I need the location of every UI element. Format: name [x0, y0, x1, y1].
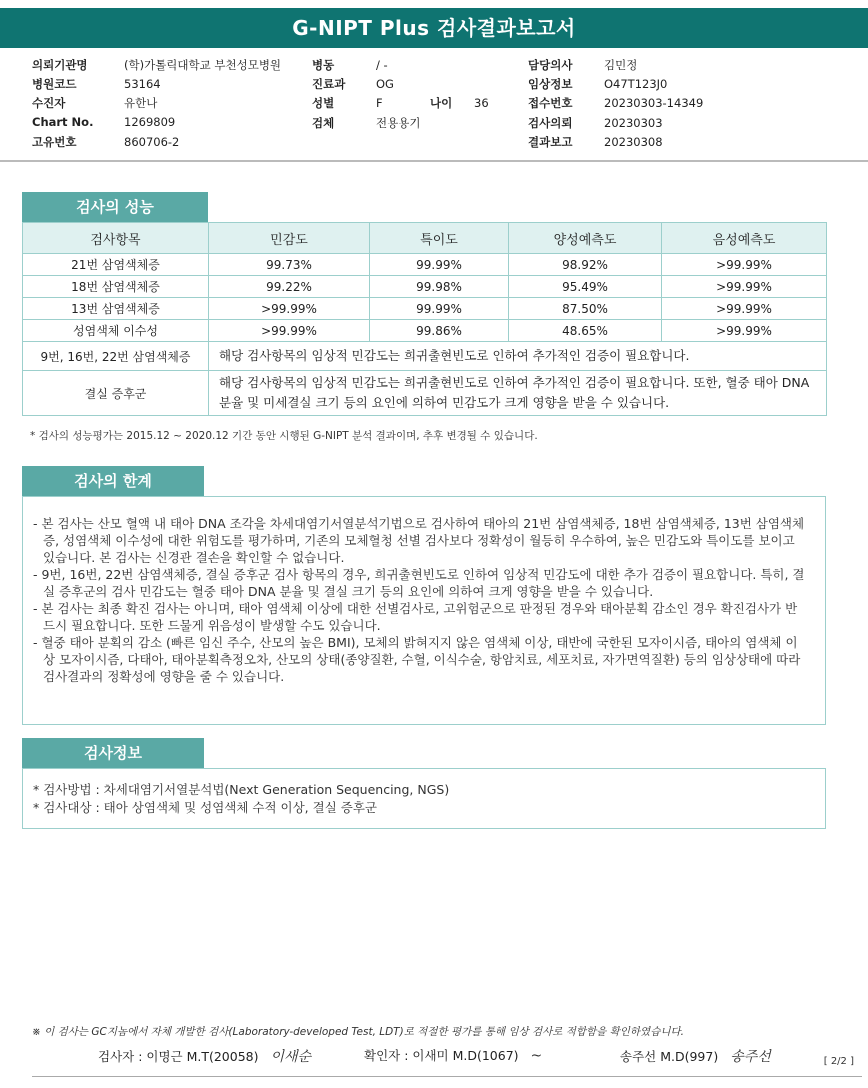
table-row	[23, 320, 827, 342]
meta-row	[528, 134, 703, 153]
meta-value: 20230308	[604, 135, 663, 149]
meta-value: 김민정	[604, 58, 638, 72]
meta-row	[312, 76, 489, 95]
info-section-title: 검사정보	[22, 738, 204, 768]
signature-image: ~	[530, 1048, 543, 1064]
meta-label: Chart No.	[32, 115, 94, 129]
footer-divider	[32, 1076, 862, 1077]
meta-label: 의뢰기관명	[32, 58, 88, 72]
table-cell: >99.99%	[662, 320, 827, 342]
signer-label: 확인자 : 이새미 M.D(1067)	[364, 1048, 519, 1063]
meta-row	[32, 76, 281, 95]
table-cell: >99.99%	[662, 298, 827, 320]
table-header-row	[23, 223, 827, 254]
meta-value: 1269809	[124, 115, 176, 129]
info-list	[23, 769, 825, 829]
meta-row	[312, 95, 489, 115]
limits-panel	[22, 496, 826, 725]
meta-value: F	[376, 96, 383, 110]
meta-label: 검체	[312, 116, 335, 130]
meta-row	[312, 57, 489, 76]
list-item: * 검사방법 : 차세대염기서열분석법(Next Generation Sequencing, NGS)	[33, 782, 450, 797]
meta-value: 53164	[124, 77, 161, 91]
table-cell: 48.65%	[509, 320, 662, 342]
meta-label: 진료과	[312, 77, 346, 91]
meta-label: 담당의사	[528, 58, 573, 72]
meta-row	[528, 95, 703, 115]
table-cell: 18번 삼염색체증	[23, 276, 209, 298]
meta-value: O47T123J0	[604, 77, 668, 91]
table-cell: 성염색체 이수성	[23, 320, 209, 342]
meta-value: 20230303-14349	[604, 96, 704, 110]
meta-value: 유한나	[124, 96, 158, 110]
meta-label: 고유번호	[32, 135, 77, 149]
table-cell: 87.50%	[509, 298, 662, 320]
table-row	[23, 254, 827, 276]
performance-footnote: * 검사의 성능평가는 2015.12 ~ 2020.12 기간 동안 시행된 G-NIPT 분석 결과이며, 추후 변경될 수 있습니다.	[30, 430, 538, 442]
signer-3	[620, 1046, 771, 1066]
signature-image: 이새순	[270, 1049, 312, 1065]
report-title: G-NIPT Plus 검사결과보고서	[0, 8, 868, 48]
meta-row	[528, 76, 703, 95]
column-header: 검사항목	[23, 223, 209, 254]
table-cell: 99.22%	[209, 276, 370, 298]
table-row	[23, 298, 827, 320]
table-cell: 95.49%	[509, 276, 662, 298]
meta-row	[528, 115, 703, 134]
meta-label: 수진자	[32, 96, 66, 110]
table-row	[23, 276, 827, 298]
table-cell: 9번, 16번, 22번 삼염색체증	[23, 342, 209, 371]
table-cell: >99.99%	[662, 276, 827, 298]
meta-value: (학)가톨릭대학교 부천성모병원	[124, 58, 282, 72]
ldt-note: ※ 이 검사는 GC지놈에서 자체 개발한 검사(Laboratory-developed Test, LDT)로 적절한 평가를 통해 임상 검사로 적합함을 확인하였습니다.	[32, 1026, 684, 1038]
meta-label: 접수번호	[528, 96, 573, 110]
column-header: 양성예측도	[509, 223, 662, 254]
column-header: 음성예측도	[662, 223, 827, 254]
meta-row	[32, 134, 281, 153]
table-note-cell: 해당 검사항목의 임상적 민감도는 희귀출현빈도로 인하여 추가적인 검증이 필요합니다.	[209, 342, 827, 371]
meta-label: 검사의뢰	[528, 116, 573, 130]
meta-label: 결과보고	[528, 135, 573, 149]
meta-row	[32, 95, 281, 115]
signer-label: 송주선 M.D(997)	[620, 1049, 719, 1064]
table-cell: 13번 삼염색체증	[23, 298, 209, 320]
meta-value: OG	[376, 77, 394, 91]
meta-row	[312, 115, 489, 134]
list-item: - 9번, 16번, 22번 삼염색체증, 결실 증후군 검사 항목의 경우, 희귀출현빈도로 인하여 임상적 민감도에 대한 추가 검증이 필요합니다. 특히, 결실 증후군의 검사 민감도는 혈중 태아 DNA 분율 및 결실 크기 등의 요인에 의하여 크게 영향을 받을 수 있습니다.	[33, 567, 805, 599]
table-cell: 99.73%	[209, 254, 370, 276]
meta-row	[32, 115, 281, 134]
page-number: [ 2/2 ]	[823, 1056, 854, 1067]
meta-label: 임상정보	[528, 77, 573, 91]
table-cell: >99.99%	[209, 298, 370, 320]
header-divider	[0, 160, 868, 162]
meta-label: 성별	[312, 96, 335, 110]
meta-col1	[32, 57, 281, 153]
table-cell: 21번 삼염색체증	[23, 254, 209, 276]
table-cell: >99.99%	[662, 254, 827, 276]
age-label: 나이	[430, 96, 453, 110]
meta-col3	[528, 57, 703, 153]
info-panel	[22, 768, 826, 829]
table-row	[23, 342, 827, 371]
meta-value: / -	[376, 58, 388, 72]
signer-2	[364, 1046, 542, 1064]
table-cell: >99.99%	[209, 320, 370, 342]
performance-section-title: 검사의 성능	[22, 192, 208, 222]
meta-col2	[312, 57, 489, 134]
signer-1	[98, 1046, 311, 1066]
limits-section-title: 검사의 한계	[22, 466, 204, 496]
list-item: - 혈중 태아 분획의 감소 (빠른 임신 주수, 산모의 높은 BMI), 모체의 밝혀지지 않은 염색체 이상, 태반에 국한된 모자이시즘, 태아의 염색체 이상 모자이시즘, 다태아, 태아분획측정오차, 산모의 상태(종양질환, 수혈, 이식수술, 항암치료, 세포치료, 자가면역질환) 등의 임상상태에 따라 검사결과의 정확성에 영향을 줄 수 있습니다.	[33, 635, 801, 684]
meta-value: 전용용기	[376, 116, 421, 130]
table-cell: 99.99%	[370, 254, 509, 276]
meta-value: 860706-2	[124, 135, 180, 149]
performance-table	[22, 222, 827, 416]
list-item: - 본 검사는 산모 혈액 내 태아 DNA 조각을 차세대염기서열분석기법으로 검사하여 태아의 21번 삼염색체증, 18번 삼염색체증, 13번 삼염색체증, 성염색체 이수성에 대한 위험도를 평가하며, 기존의 모체혈청 선별 검사보다 정확성이 월등히 우수하여, 높은 민감도와 특이도를 보이고 있습니다. 본 검사는 신경관 결손을 확인할 수 없습니다.	[33, 516, 805, 565]
meta-row	[528, 57, 703, 76]
signature-image: 송주선	[730, 1049, 771, 1065]
table-note-cell: 해당 검사항목의 임상적 민감도는 희귀출현빈도로 인하여 추가적인 검증이 필요합니다. 또한, 혈중 태아 DNA 분율 및 미세결실 크기 등의 요인에 의하여 민감도가 크게 영향을 받을 수 있습니다.	[209, 371, 827, 416]
table-cell: 99.99%	[370, 298, 509, 320]
limits-list	[23, 497, 825, 695]
age-value: 36	[474, 96, 489, 110]
signer-label: 검사자 : 이명근 M.T(20058)	[98, 1049, 259, 1064]
table-cell: 99.86%	[370, 320, 509, 342]
meta-value: 20230303	[604, 116, 663, 130]
table-cell: 99.98%	[370, 276, 509, 298]
table-cell: 98.92%	[509, 254, 662, 276]
meta-label: 병원코드	[32, 77, 77, 91]
column-header: 민감도	[209, 223, 370, 254]
table-cell: 결실 증후군	[23, 371, 209, 416]
list-item: * 검사대상 : 태아 상염색체 및 성염색체 수적 이상, 결실 증후군	[33, 800, 377, 815]
column-header: 특이도	[370, 223, 509, 254]
list-item: - 본 검사는 최종 확진 검사는 아니며, 태아 염색체 이상에 대한 선별검사로, 고위험군으로 판정된 경우와 태아분획 감소인 경우 확진검사가 반드시 필요합니다. 또한 드물게 위음성이 발생할 수도 있습니다.	[33, 601, 798, 633]
meta-row	[32, 57, 281, 76]
table-row	[23, 371, 827, 416]
meta-label: 병동	[312, 58, 335, 72]
